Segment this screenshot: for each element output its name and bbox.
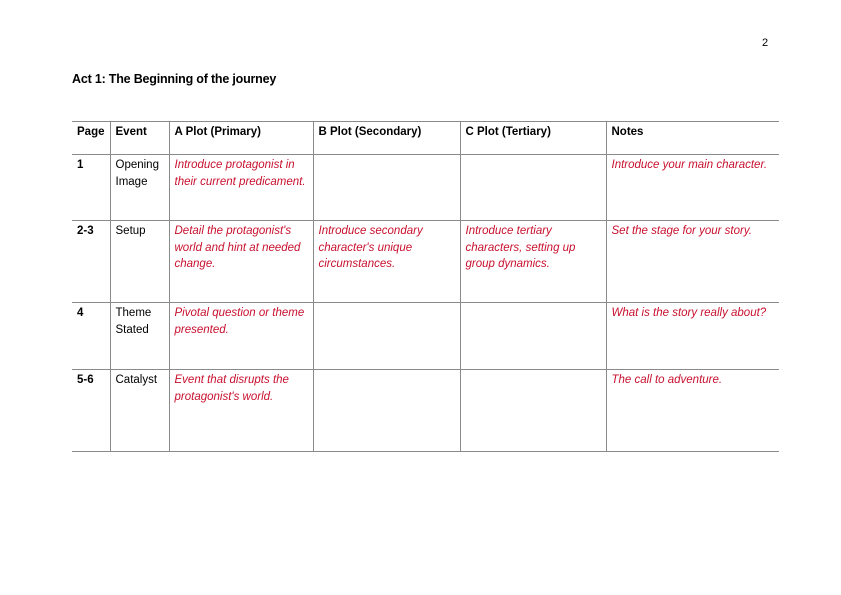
cell-notes: The call to adventure. <box>606 370 779 452</box>
cell-page: 5-6 <box>72 370 110 452</box>
cell-a-plot: Pivotal question or theme presented. <box>169 303 313 370</box>
cell-a-plot: Introduce protagonist in their current predicament. <box>169 155 313 221</box>
header-b-plot: B Plot (Secondary) <box>313 122 460 155</box>
cell-event: Theme Stated <box>110 303 169 370</box>
cell-c-plot <box>460 303 606 370</box>
table-row <box>72 221 779 303</box>
cell-page: 1 <box>72 155 110 221</box>
header-page: Page <box>72 122 110 155</box>
cell-page: 4 <box>72 303 110 370</box>
cell-page: 2-3 <box>72 221 110 303</box>
cell-b-plot <box>313 370 460 452</box>
cell-c-plot <box>460 155 606 221</box>
cell-a-plot: Event that disrupts the protagonist's world. <box>169 370 313 452</box>
table-row <box>72 370 779 452</box>
cell-c-plot: Introduce tertiary characters, setting up group dynamics. <box>460 221 606 303</box>
cell-notes: Set the stage for your story. <box>606 221 779 303</box>
cell-event: Opening Image <box>110 155 169 221</box>
act-table <box>72 121 779 452</box>
cell-notes: What is the story really about? <box>606 303 779 370</box>
cell-b-plot <box>313 155 460 221</box>
table-row <box>72 155 779 221</box>
cell-event: Setup <box>110 221 169 303</box>
page-number: 2 <box>762 37 769 49</box>
section-title: Act 1: The Beginning of the journey <box>72 72 277 86</box>
cell-b-plot <box>313 303 460 370</box>
header-notes: Notes <box>606 122 779 155</box>
table-header-row <box>72 122 779 155</box>
cell-notes: Introduce your main character. <box>606 155 779 221</box>
cell-event: Catalyst <box>110 370 169 452</box>
table-row <box>72 303 779 370</box>
header-c-plot: C Plot (Tertiary) <box>460 122 606 155</box>
header-a-plot: A Plot (Primary) <box>169 122 313 155</box>
cell-a-plot: Detail the protagonist's world and hint at needed change. <box>169 221 313 303</box>
header-event: Event <box>110 122 169 155</box>
cell-c-plot <box>460 370 606 452</box>
cell-b-plot: Introduce secondary character's unique circumstances. <box>313 221 460 303</box>
